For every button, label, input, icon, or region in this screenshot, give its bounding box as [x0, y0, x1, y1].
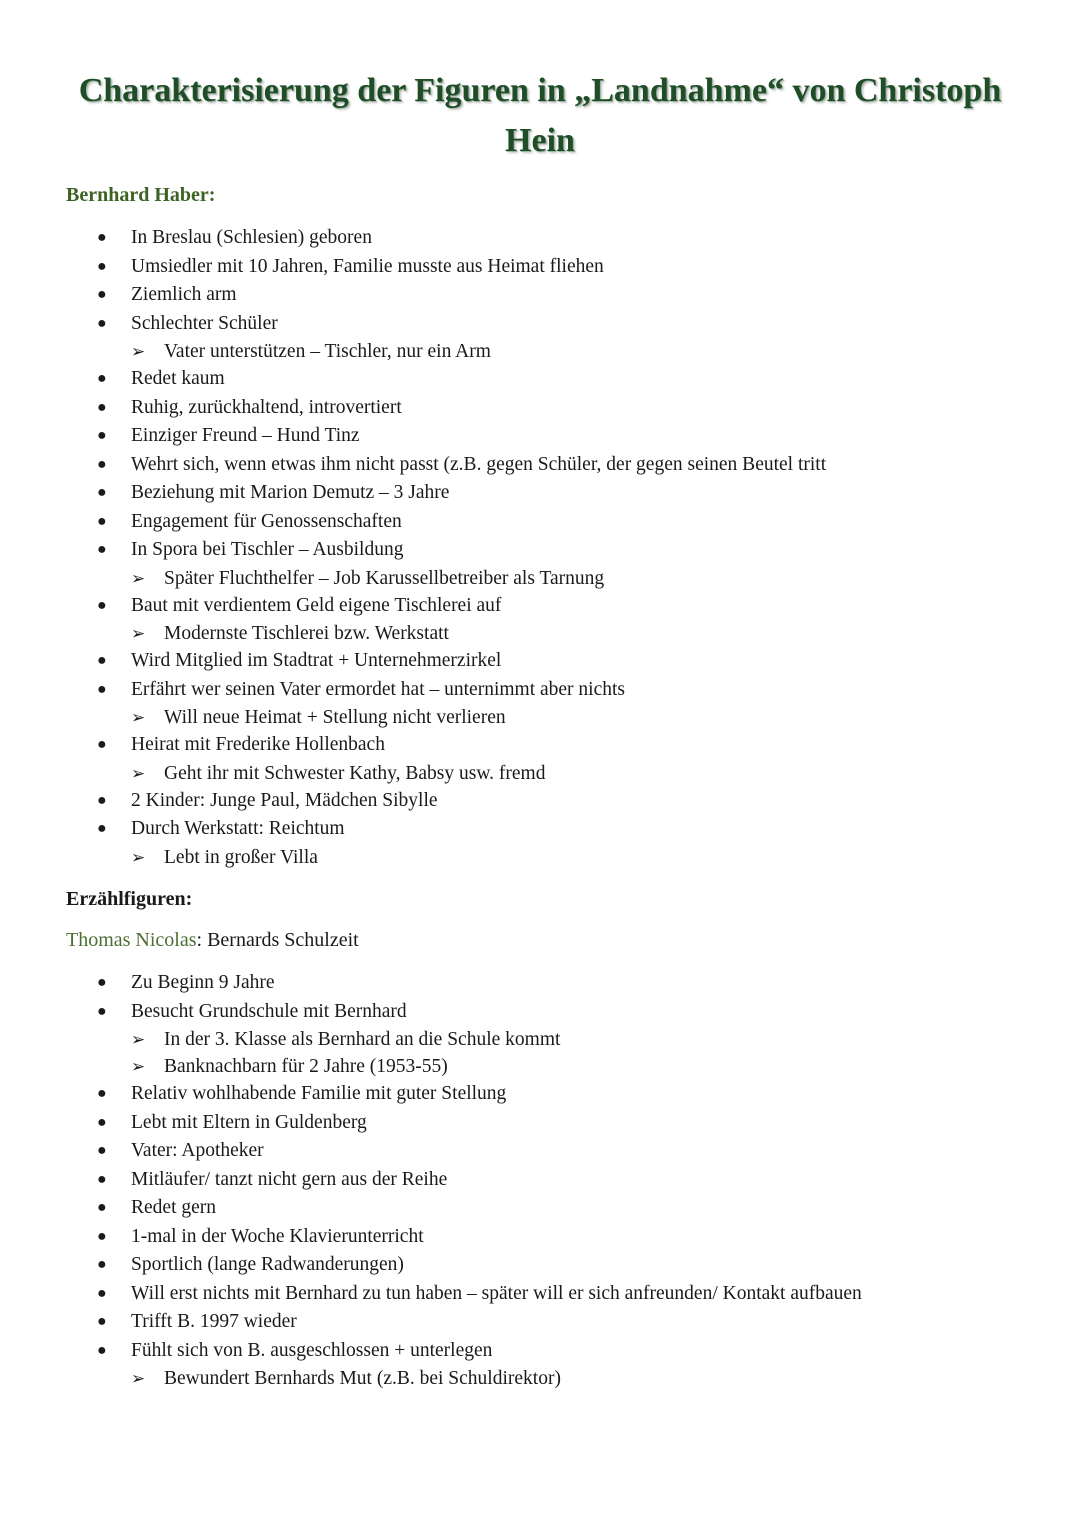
sub-list-item: [0, 1053, 1000, 1080]
list-item: [0, 731, 1000, 760]
list-item-text: Mitläufer/ tanzt nicht gern aus der Reihe: [131, 1168, 448, 1190]
list-item-text: 1-mal in der Woche Klavierunterricht: [131, 1225, 424, 1247]
list-item: [0, 508, 1000, 537]
arrow-bullet-icon: ➢: [131, 1369, 146, 1388]
list-item: [0, 1166, 1000, 1195]
bullet-icon: ●: [97, 1199, 107, 1216]
arrow-bullet-icon: ➢: [131, 342, 146, 361]
list-item-text: Einziger Freund – Hund Tinz: [131, 425, 360, 446]
bullet-icon: ●: [97, 791, 107, 809]
bullet-icon: ●: [97, 1256, 107, 1273]
subheading-name: Thomas Nicolas: [66, 929, 197, 951]
bullet-icon: ●: [97, 229, 107, 246]
list-item-text: In der 3. Klasse als Bernhard an die Schule kommt: [164, 1029, 561, 1050]
bullet-icon: ●: [97, 680, 107, 698]
sub-list-item: [0, 704, 1000, 731]
bullet-icon: ●: [97, 1113, 107, 1131]
bullet-icon: ●: [97, 1284, 107, 1302]
list-item: [0, 647, 1000, 676]
list-item-text: Bewundert Bernhards Mut (z.B. bei Schuldirektor): [164, 1368, 561, 1389]
list-item: [0, 365, 1000, 394]
list-item-text: Sportlich (lange Radwanderungen): [131, 1254, 404, 1275]
sub-list-item: [0, 1026, 1000, 1053]
document-title: Charakterisierung der Figuren in „Landnahme“ von Christoph Hein: [78, 72, 1002, 159]
bullet-icon: ●: [97, 652, 107, 669]
sub-list-item: [0, 338, 1000, 365]
arrow-bullet-icon: ➢: [131, 568, 146, 588]
list-item-text: Lebt mit Eltern in Guldenberg: [131, 1111, 367, 1133]
list-item-text: Besucht Grundschule mit Bernhard: [131, 1000, 407, 1022]
sub-list-item: [0, 565, 1000, 592]
bullet-icon: ●: [97, 257, 107, 275]
list-item-text: Will erst nichts mit Bernhard zu tun haben – später will er sich anfreunden/ Kontakt aufbauen: [131, 1282, 862, 1304]
subheading-rest: : Bernards Schulzeit: [196, 929, 359, 951]
bullet-icon: ●: [97, 286, 107, 303]
bullet-icon: ●: [97, 370, 107, 387]
list-item: [0, 394, 1000, 423]
list-item-text: Lebt in großer Villa: [164, 846, 318, 868]
list-item: [0, 451, 1000, 480]
bullet-icon: ●: [97, 484, 107, 501]
list-item: [0, 969, 1000, 998]
arrow-bullet-icon: ➢: [131, 847, 146, 867]
list-item-text: Will neue Heimat + Stellung nicht verlieren: [164, 707, 506, 728]
list-item-text: Beziehung mit Marion Demutz – 3 Jahre: [131, 482, 450, 503]
list-item-text: Redet gern: [131, 1197, 217, 1218]
list-item: [0, 787, 1000, 816]
list-item: [0, 1194, 1000, 1223]
list-item: [0, 253, 1000, 282]
bullet-icon: ●: [97, 1002, 107, 1020]
list-item-text: Relativ wohlhabende Familie mit guter Stellung: [131, 1083, 507, 1104]
list-item: [0, 310, 1000, 339]
list-item: [0, 998, 1000, 1027]
list-item-text: 2 Kinder: Junge Paul, Mädchen Sibylle: [131, 789, 438, 811]
list-item-text: Umsiedler mit 10 Jahren, Familie musste aus Heimat fliehen: [131, 255, 604, 277]
bullet-icon: ●: [97, 1142, 107, 1159]
bullet-icon: ●: [97, 314, 107, 332]
bullet-icon: ●: [97, 1170, 107, 1188]
bullet-icon: ●: [97, 427, 107, 444]
list-item-text: Ruhig, zurückhaltend, introvertiert: [131, 396, 402, 418]
list-item: [0, 536, 1000, 565]
bullet-icon: ●: [97, 1341, 107, 1359]
list-item-text: Vater unterstützen – Tischler, nur ein Arm: [164, 341, 491, 362]
list-item-text: Später Fluchthelfer – Job Karussellbetreiber als Tarnung: [164, 567, 605, 589]
list-item: [0, 422, 1000, 451]
list-item-text: Erfährt wer seinen Vater ermordet hat – unternimmt aber nichts: [131, 678, 626, 700]
arrow-bullet-icon: ➢: [131, 708, 146, 727]
list-item-text: Redet kaum: [131, 368, 225, 389]
list-item-text: In Spora bei Tischler – Ausbildung: [131, 539, 404, 560]
list-item: [0, 1308, 1000, 1337]
subheading-thomas-nicolas: [66, 929, 359, 952]
arrow-bullet-icon: ➢: [131, 1057, 146, 1076]
arrow-bullet-icon: ➢: [131, 763, 146, 783]
bullet-icon: ●: [97, 596, 107, 614]
list-item-text: Heirat mit Frederike Hollenbach: [131, 734, 385, 755]
list-item: [0, 1137, 1000, 1166]
section-heading-erzaehlfiguren: Erzählfiguren:: [66, 888, 193, 910]
list-item: [0, 592, 1000, 621]
bullet-icon: ●: [97, 820, 107, 837]
list-item: [0, 815, 1000, 844]
bullet-icon: ●: [97, 455, 107, 473]
list-item-text: Baut mit verdientem Geld eigene Tischlerei auf: [131, 594, 502, 616]
sub-list-item: [0, 844, 1000, 871]
list-item: [0, 1109, 1000, 1138]
arrow-bullet-icon: ➢: [131, 624, 146, 643]
list-item-text: Vater: Apotheker: [131, 1140, 264, 1161]
list-item-text: Modernste Tischlerei bzw. Werkstatt: [164, 623, 449, 644]
list-item: [0, 1337, 1000, 1366]
list-item-text: Engagement für Genossenschaften: [131, 510, 402, 532]
thomas-nicolas-list: [0, 969, 1000, 1392]
list-item-text: In Breslau (Schlesien) geboren: [131, 227, 372, 248]
list-item-text: Geht ihr mit Schwester Kathy, Babsy usw. fremd: [164, 762, 546, 784]
sub-list-item: [0, 1365, 1000, 1392]
sub-list-item: [0, 760, 1000, 787]
list-item: [0, 1251, 1000, 1280]
list-item-text: Fühlt sich von B. ausgeschlossen + unterlegen: [131, 1339, 493, 1361]
section-heading-bernhard-haber: Bernhard Haber:: [66, 184, 216, 206]
list-item: [0, 479, 1000, 508]
bullet-icon: ●: [97, 1227, 107, 1245]
list-item-text: Wehrt sich, wenn etwas ihm nicht passt (z.B. gegen Schüler, der gegen seinen Beutel tritt: [131, 453, 827, 475]
bullet-icon: ●: [97, 398, 107, 416]
bullet-icon: ●: [97, 512, 107, 530]
bullet-icon: ●: [97, 974, 107, 991]
list-item: [0, 1080, 1000, 1109]
list-item: [0, 224, 1000, 253]
sub-list-item: [0, 620, 1000, 647]
list-item: [0, 281, 1000, 310]
list-item: [0, 676, 1000, 705]
list-item-text: Schlechter Schüler: [131, 312, 278, 334]
bullet-icon: ●: [97, 1313, 107, 1330]
bernhard-haber-list: [0, 224, 1000, 871]
bullet-icon: ●: [97, 736, 107, 753]
bullet-icon: ●: [97, 1085, 107, 1102]
list-item-text: Ziemlich arm: [131, 284, 237, 305]
list-item-text: Banknachbarn für 2 Jahre (1953-55): [164, 1056, 448, 1077]
list-item-text: Trifft B. 1997 wieder: [131, 1311, 297, 1332]
list-item-text: Durch Werkstatt: Reichtum: [131, 818, 345, 839]
list-item: [0, 1223, 1000, 1252]
list-item: [0, 1280, 1000, 1309]
bullet-icon: ●: [97, 541, 107, 558]
list-item-text: Zu Beginn 9 Jahre: [131, 972, 275, 993]
list-item-text: Wird Mitglied im Stadtrat + Unternehmerzirkel: [131, 650, 502, 671]
arrow-bullet-icon: ➢: [131, 1030, 146, 1049]
